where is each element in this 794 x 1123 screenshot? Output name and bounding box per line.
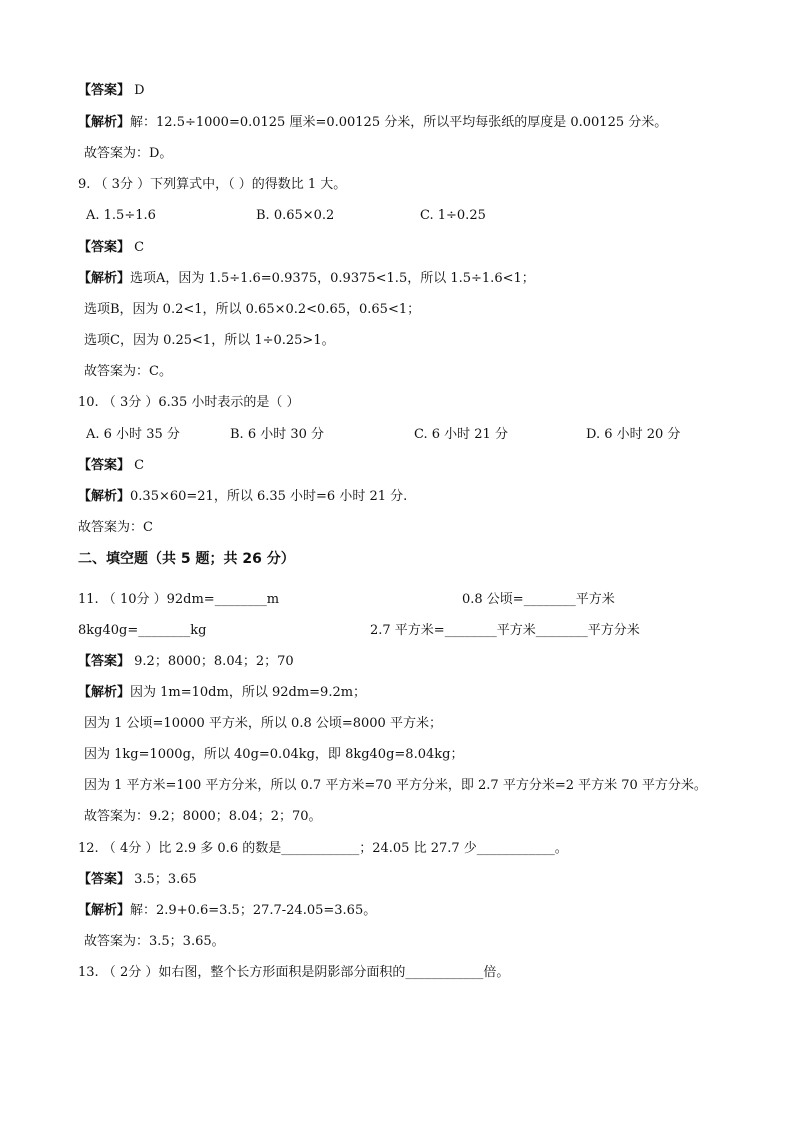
q11-row1-left: 11. （ 10分 ）92dm=________m bbox=[78, 592, 280, 607]
answer-tag: 【答案】 bbox=[78, 240, 131, 255]
answer-tag: 【答案】 bbox=[78, 872, 131, 887]
q12-analysis-line bbox=[78, 903, 376, 919]
q8-answer-line bbox=[78, 83, 145, 99]
q9-conclusion: 故答案为：C。 bbox=[84, 364, 172, 379]
answer-value: 3.5；3.65 bbox=[134, 872, 197, 887]
analysis-text: 因为 1m=10dm，所以 92dm=9.2m； bbox=[130, 685, 367, 700]
analysis-text: 解：12.5÷1000=0.0125 厘米=0.00125 分米，所以平均每张纸的厚度是 0.00125 分米。 bbox=[130, 115, 668, 130]
q13-stem: 13. （ 2分 ）如右图，整个长方形面积是阴影部分面积的____________倍。 bbox=[78, 965, 510, 980]
q11-analysis-line-4: 因为 1 平方米=100 平方分米，所以 0.7 平方米=70 平方分米，即 2.7 平方分米=2 平方米 70 平方分米。 bbox=[84, 778, 707, 793]
q9-answer-line bbox=[78, 240, 144, 256]
analysis-tag: 【解析】 bbox=[78, 271, 131, 286]
answer-tag: 【答案】 bbox=[78, 654, 131, 669]
analysis-tag: 【解析】 bbox=[78, 903, 131, 918]
answer-value: D bbox=[134, 83, 145, 98]
q11-analysis-line-1 bbox=[78, 685, 366, 701]
q9-option-b: B. 0.65×0.2 bbox=[256, 208, 335, 223]
answer-value: 9.2；8000；8.04；2；70 bbox=[134, 654, 294, 669]
q10-option-d: D. 6 小时 20 分 bbox=[586, 427, 681, 442]
q10-analysis-line bbox=[78, 489, 407, 505]
q11-answer-line bbox=[78, 654, 294, 670]
answer-value: C bbox=[134, 458, 145, 473]
analysis-text: 选项A，因为 1.5÷1.6=0.9375，0.9375<1.5，所以 1.5÷1.6<1； bbox=[130, 271, 535, 286]
q11-row2-left: 8kg40g=________kg bbox=[78, 623, 207, 638]
answer-tag: 【答案】 bbox=[78, 458, 131, 473]
q10-stem: 10. （ 3分 ）6.35 小时表示的是（ ） bbox=[78, 395, 300, 410]
q10-option-c: C. 6 小时 21 分 bbox=[414, 427, 508, 442]
q9-option-a: A. 1.5÷1.6 bbox=[86, 208, 156, 223]
answer-value: C bbox=[134, 240, 145, 255]
analysis-text: 0.35×60=21，所以 6.35 小时=6 小时 21 分. bbox=[130, 489, 408, 504]
q11-row2-right: 2.7 平方米=________平方米________平方分米 bbox=[370, 623, 640, 638]
q12-answer-line bbox=[78, 872, 197, 888]
q11-row1-right: 0.8 公顷=________平方米 bbox=[462, 592, 615, 607]
q10-option-b: B. 6 小时 30 分 bbox=[230, 427, 325, 442]
q10-option-a: A. 6 小时 35 分 bbox=[86, 427, 180, 442]
q8-conclusion: 故答案为：D。 bbox=[84, 146, 173, 161]
q12-stem: 12. （ 4分 ）比 2.9 多 0.6 的数是____________；24.05 比 27.7 少____________。 bbox=[78, 841, 568, 856]
q12-conclusion: 故答案为：3.5；3.65。 bbox=[84, 934, 225, 949]
q9-analysis-line-3: 选项C，因为 0.25<1，所以 1÷0.25>1。 bbox=[84, 333, 335, 348]
q9-option-c: C. 1÷0.25 bbox=[420, 208, 486, 223]
section-heading: 二、填空题（共 5 题；共 26 分） bbox=[78, 551, 295, 567]
q10-conclusion: 故答案为：C bbox=[78, 520, 153, 535]
analysis-tag: 【解析】 bbox=[78, 685, 131, 700]
q9-stem: 9. （ 3分 ）下列算式中，（ ）的得数比 1 大。 bbox=[78, 177, 347, 192]
q8-analysis-line bbox=[78, 115, 667, 131]
q9-analysis-line-1 bbox=[78, 271, 535, 287]
analysis-tag: 【解析】 bbox=[78, 489, 131, 504]
q11-analysis-line-3: 因为 1kg=1000g，所以 40g=0.04kg，即 8kg40g=8.04kg； bbox=[84, 747, 464, 762]
analysis-tag: 【解析】 bbox=[78, 115, 131, 130]
q9-analysis-line-2: 选项B，因为 0.2<1，所以 0.65×0.2<0.65，0.65<1； bbox=[84, 302, 421, 317]
analysis-text: 解：2.9+0.6=3.5；27.7-24.05=3.65。 bbox=[130, 903, 377, 918]
q10-answer-line bbox=[78, 458, 144, 474]
q11-analysis-line-2: 因为 1 公顷=10000 平方米，所以 0.8 公顷=8000 平方米； bbox=[84, 716, 442, 731]
q11-conclusion: 故答案为：9.2；8000；8.04；2；70。 bbox=[84, 809, 322, 824]
answer-tag: 【答案】 bbox=[78, 83, 131, 98]
